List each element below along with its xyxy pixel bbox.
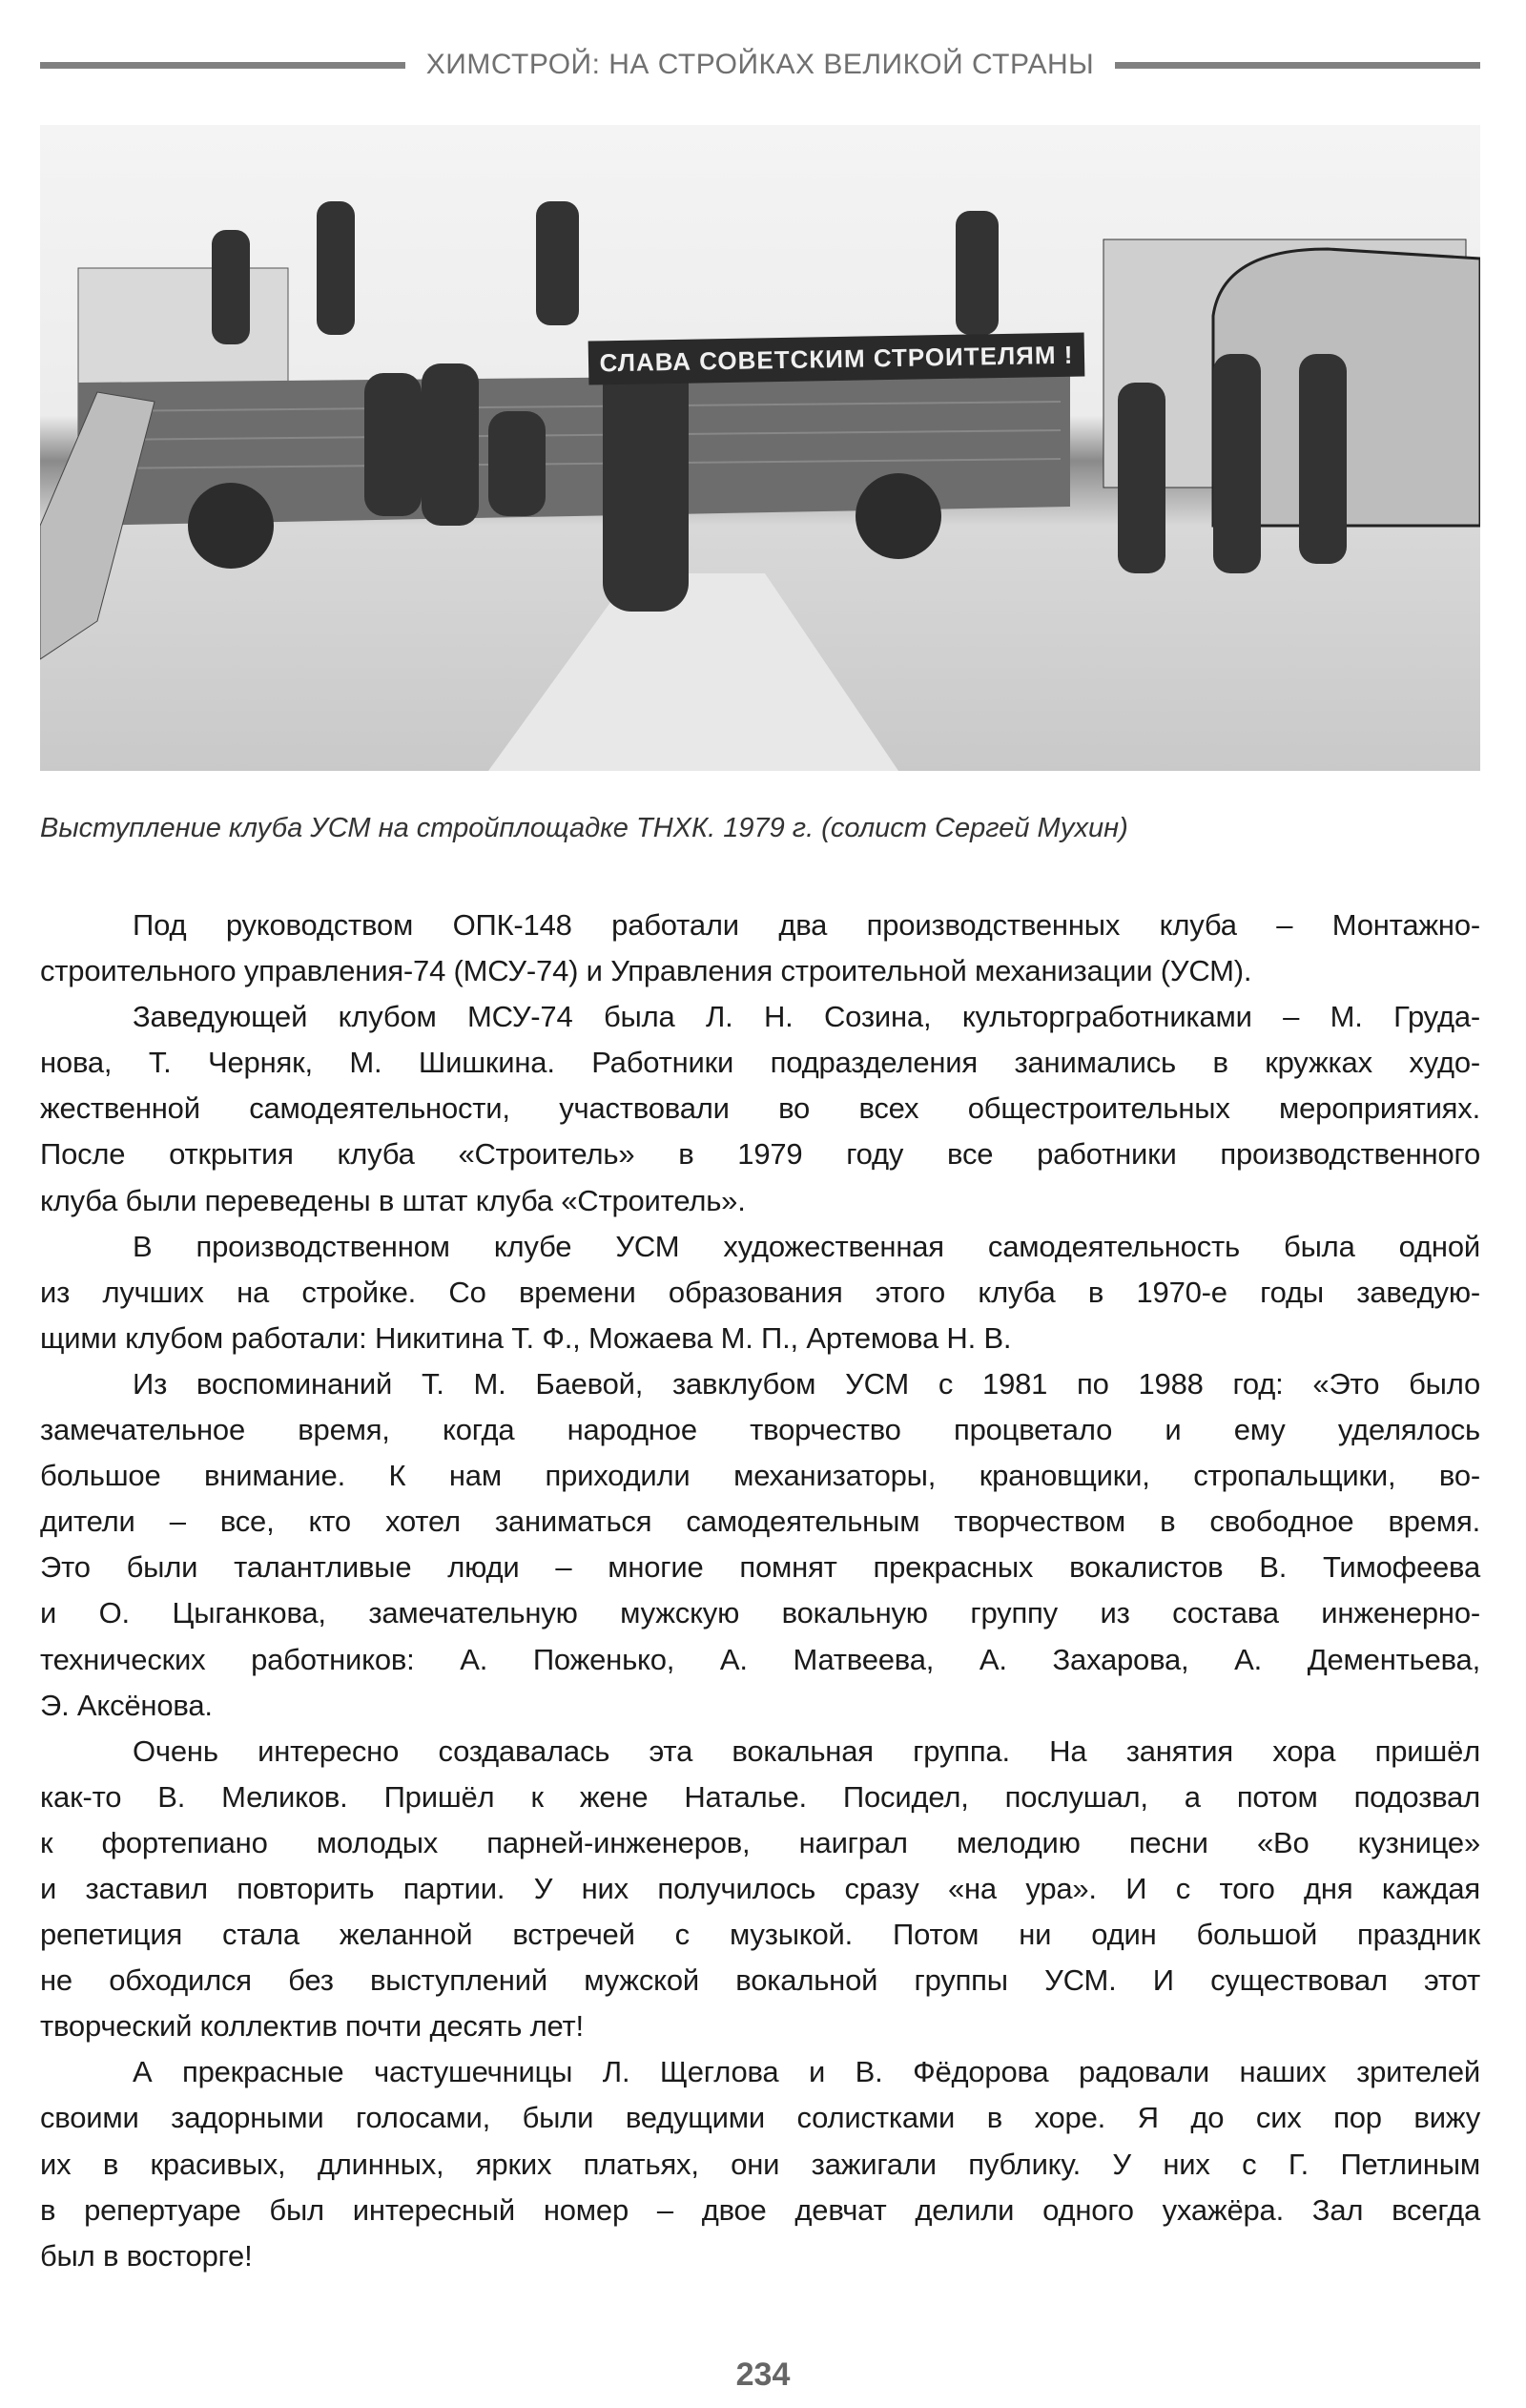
paragraph bbox=[40, 903, 1480, 994]
text-line: творческий коллектив почти десять лет! bbox=[40, 2009, 584, 2044]
text-line: Это были талантливые люди – многие помнят прекрасных вокалистов В. Тимофеева bbox=[40, 1550, 1480, 1585]
walkway bbox=[488, 573, 898, 771]
text-line: технических работников: А. Поженько, А. Матвеева, А. Захарова, А. Дементьева, bbox=[40, 1642, 1480, 1676]
paragraph bbox=[40, 1729, 1480, 2050]
header-rule-right bbox=[1115, 62, 1480, 69]
text-line: большое внимание. К нам приходили механизаторы, крановщики, стропальщики, во- bbox=[40, 1459, 1480, 1493]
page-number: 234 bbox=[735, 2356, 791, 2393]
photo-banner: СЛАВА СОВЕТСКИМ СТРОИТЕЛЯМ ! bbox=[588, 332, 1085, 384]
wheel bbox=[856, 473, 941, 559]
text-line: замечательное время, когда народное творчество процветало и ему уделялось bbox=[40, 1413, 1480, 1447]
text-line: Заведующей клубом МСУ-74 была Л. Н. Созина, культоргработниками – М. Груда- bbox=[133, 1000, 1480, 1034]
photo-scene bbox=[40, 125, 1480, 771]
text-line: дители – все, кто хотел заниматься самодеятельным творчеством в свободное время. bbox=[40, 1505, 1480, 1539]
text-line: Из воспоминаний Т. М. Баевой, завклубом УСМ с 1981 по 1988 год: «Это было bbox=[133, 1366, 1480, 1401]
text-line: в репертуаре был интересный номер – двое девчат делили одного ухажёра. Зал всегда bbox=[40, 2192, 1480, 2227]
header-rule-left bbox=[40, 62, 405, 69]
text-line: В производственном клубе УСМ художественная самодеятельность была одной bbox=[133, 1229, 1480, 1263]
body-text bbox=[40, 903, 1480, 2279]
text-line: как-то В. Меликов. Пришёл к жене Наталье. Посидел, послушал, а потом подозвал bbox=[40, 1779, 1480, 1814]
text-line: щими клубом работали: Никитина Т. Ф., Можаева М. П., Артемова Н. В. bbox=[40, 1320, 1012, 1355]
paragraph bbox=[40, 994, 1480, 1223]
text-line: Э. Аксёнова. bbox=[40, 1688, 213, 1722]
running-header bbox=[40, 46, 1480, 84]
text-line: к фортепиано молодых парней-инженеров, наиграл мелодию песни «Во кузнице» bbox=[40, 1825, 1480, 1859]
text-line: из лучших на стройке. Со времени образования этого клуба в 1970-е годы заведую- bbox=[40, 1275, 1480, 1309]
photograph-club-performance bbox=[40, 125, 1480, 771]
paragraph bbox=[40, 1361, 1480, 1729]
text-line: не обходился без выступлений мужской вокальной группы УСМ. И существовал этот bbox=[40, 1963, 1480, 1998]
paragraph bbox=[40, 2049, 1480, 2278]
text-line: был в восторге! bbox=[40, 2238, 253, 2273]
paragraph bbox=[40, 1224, 1480, 1361]
text-line: жественной самодеятельности, участвовали во всех общестроительных мероприятиях. bbox=[40, 1091, 1480, 1126]
text-line: и заставил повторить партии. У них получилось сразу «на ура». И с того дня каждая bbox=[40, 1871, 1480, 1905]
photo-caption: Выступление клуба УСМ на стройплощадке ТНХК. 1979 г. (солист Сергей Мухин) bbox=[40, 813, 1128, 843]
running-header-title: ХИМСТРОЙ: НА СТРОЙКАХ ВЕЛИКОЙ СТРАНЫ bbox=[425, 49, 1095, 80]
text-line: их в красивых, длинных, ярких платьях, они зажигали публику. У них с Г. Петлиным bbox=[40, 2147, 1480, 2181]
text-line: строительного управления-74 (МСУ-74) и Управления строительной механизации (УСМ). bbox=[40, 954, 1252, 988]
text-line: Под руководством ОПК-148 работали два производственных клуба – Монтажно- bbox=[133, 908, 1480, 942]
text-line: А прекрасные частушечницы Л. Щеглова и В. Фёдорова радовали наших зрителей bbox=[133, 2055, 1480, 2089]
stairs bbox=[40, 392, 155, 659]
text-line: и О. Цыганкова, замечательную мужскую вокальную группу из состава инженерно- bbox=[40, 1596, 1480, 1630]
text-line: клуба были переведены в штат клуба «Строитель». bbox=[40, 1183, 746, 1217]
text-line: нова, Т. Черняк, М. Шишкина. Работники подразделения занимались в кружках худо- bbox=[40, 1046, 1480, 1080]
text-line: репетиция стала желанной встречей с музыкой. Потом ни один большой праздник bbox=[40, 1918, 1480, 1952]
text-line: своими задорными голосами, были ведущими солистками в хоре. Я до сих пор вижу bbox=[40, 2101, 1480, 2135]
text-line: После открытия клуба «Строитель» в 1979 году все работники производственного bbox=[40, 1137, 1480, 1172]
wheel bbox=[188, 483, 274, 569]
text-line: Очень интересно создавалась эта вокальная группа. На занятия хора пришёл bbox=[133, 1733, 1480, 1768]
